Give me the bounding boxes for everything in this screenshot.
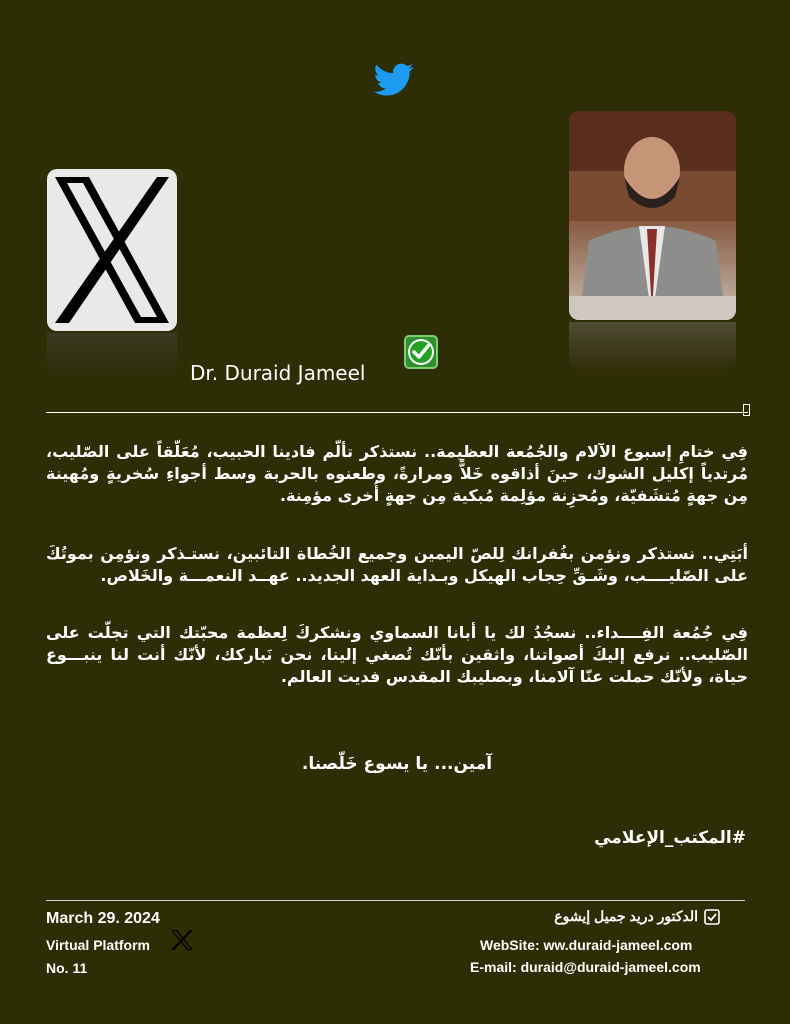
verified-check-icon — [404, 335, 438, 369]
author-arabic-name: الدكتور دريد جميل إيشوع — [554, 908, 698, 924]
profile-name: Dr. Duraid Jameel — [190, 361, 366, 385]
checkbox-icon — [704, 909, 720, 925]
x-logo-image — [47, 169, 177, 331]
hashtag-link[interactable]: #المكتب_الإعلامي — [594, 828, 746, 848]
x-logo-reflection — [47, 333, 177, 375]
platform-label: Virtual Platform — [46, 937, 150, 953]
issue-number: No. 11 — [46, 960, 88, 976]
author-row — [480, 908, 720, 925]
divider-top — [46, 412, 748, 413]
post-date: March 29. 2024 — [46, 910, 160, 927]
paragraph-3: فِي جُمُعة الفِــــداء.. نسجُدُ لك يا أبانا السماوي ونشكركَ لِعظمة محبّتك التي تجلّت على الصّليب.. نرفع إليكَ أصواتنا، واثقين بأنّك تُصغي إلينا، نحن نَباركك، لأنّك أنت لنا ينبـــوع حياة، ولأنّك حملت عنّا آلامنا، وبصليبك المقدس فديت العالم. — [46, 623, 748, 686]
email-link[interactable]: E-mail: duraid@duraid-jameel.com — [470, 959, 701, 975]
amen-line: آمين... يا يسوع خَلّصنا. — [301, 754, 493, 774]
website-link[interactable]: WebSite: ww.duraid-jameel.com — [480, 937, 693, 953]
profile-photo — [569, 111, 736, 320]
paragraph-1: فِي ختامِ إسبوع الآلام والجُمُعة العظيمة.. نستذكر تألّم فادينا الحبيب، مُعَلّقاً على الصّليب، مُرتدياً إكليل الشوك، حينَ أذاقوه خَلاًّ ومرارةً، وطعنوه بالحربة وسط أجواءِ سُخريةٍ ومُهينة مِن جهةٍ مُتشَفيّة، ومُحزِنة مؤلِمة مُبكية مِن جهةٍ أُخرى مؤمِنة. — [46, 442, 748, 505]
twitter-bird-icon — [374, 63, 414, 97]
divider-bottom — [46, 900, 745, 901]
divider-end-marker — [743, 404, 750, 416]
profile-photo-reflection — [569, 322, 736, 372]
x-small-icon — [170, 929, 194, 951]
paragraph-2: أبَتِي.. نستذكر ونؤمن بغُفرانك لِلصّ اليمين وجميع الخُطاة التائبين، نستـذكر ونؤمِن بموتُكَ على الصّليــــب، وشَـقِّ حِجاب الهيكل وبـداية العهد الجديد.. عهــد النعمـــة والخَلاص. — [46, 544, 748, 585]
